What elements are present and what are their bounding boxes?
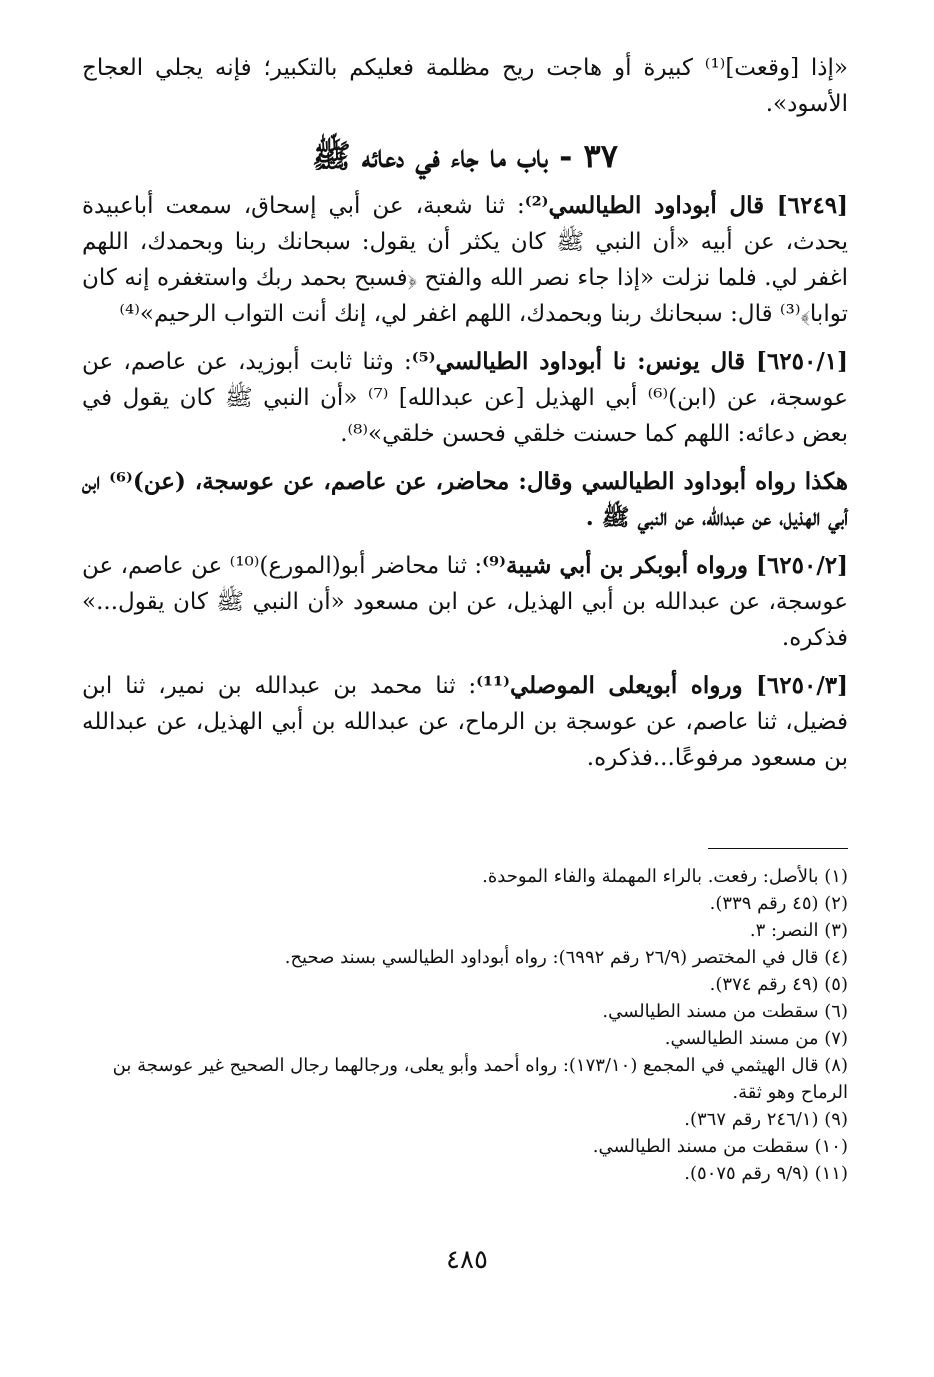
footnote: (٢) (٤٥ رقم ٣٣٩).	[709, 893, 848, 914]
entry-6249	[82, 188, 848, 332]
footnote: (٧) من مسند الطيالسي.	[664, 1028, 848, 1049]
footnote: (٤) قال في المختصر (٢٦/٩ رقم ٦٩٩٢): رواه أبوداود الطيالسي بسند صحيح.	[284, 947, 848, 968]
section-heading: ٣٧ - باب ما جاء في دعائه ﷺ	[312, 137, 618, 175]
entry-text: : وثنا ثابت أبوزيد، عن عاصم، عن عوسجة، عن (ابن)⁽⁶⁾ أبي الهذيل [عن عبدالله] ⁽⁷⁾ «أن النبي ﷺ كان يقول في بعض دعائه: اللهم كما حسنت خلقي فحسن خلقي»⁽⁸⁾.	[82, 349, 849, 447]
entry-lead: [٦٢٤٩] قال أبوداود الطيالسي⁽²⁾	[524, 192, 848, 219]
footnote: (٥) (٤٩ رقم ٣٧٤).	[709, 974, 848, 995]
entry-lead: [٦٢٥٠/١] قال يونس: نا أبوداود الطيالسي⁽⁵⁾	[411, 348, 848, 375]
page-number: ٤٨٥	[446, 1245, 488, 1275]
footnotes	[82, 863, 848, 1187]
entry-6250-1	[82, 344, 848, 452]
page-body	[82, 50, 848, 1187]
entry-text: : ثنا محاضر أبو(المورع)⁽¹⁰⁾ عن عاصم، عن عوسجة، عن عبدالله بن أبي الهذيل، عن ابن مسعود «أن النبي ﷺ كان يقول...» فذكره.	[82, 553, 848, 651]
top-line: «إذا [وقعت]⁽¹⁾ كبيرة أو هاجت ريح مظلمة فعليكم بالتكبير؛ فإنه يجلي العجاج الأسود».	[82, 55, 848, 117]
entry-6250-3	[82, 668, 848, 776]
entry-text: : ثنا شعبة، عن أبي إسحاق، سمعت أباعبيدة يحدث، عن أبيه «أن النبي ﷺ كان يكثر أن يقول: سبحانك ربنا وبحمدك، اللهم اغفر لي. فلما نزلت «إذا جاء نصر الله والفتح ﴿فسبح بحمد ربك واستغفره إنه كان توابا﴾⁽³⁾ قال: سبحانك ربنا وبحمدك، اللهم اغفر لي، إنك أنت التواب الرحيم»⁽⁴⁾	[82, 193, 848, 327]
footnote: (٣) النصر: ٣.	[749, 920, 848, 941]
footnote: (١) بالأصل: رفعت. بالراء المهملة والفاء الموحدة.	[482, 866, 848, 887]
footnote: (١٠) سقطت من مسند الطيالسي.	[592, 1136, 848, 1157]
footnote: (٩) (٢٤٦/١ رقم ٣٦٧).	[684, 1109, 848, 1130]
entry-lead: هكذا رواه أبوداود الطيالسي وقال: محاضر، عن عاصم، عن عوسجة، (عن)⁽⁶⁾ ابن أبي الهذيل، عن عبدالله، عن النبي ﷺ .	[82, 468, 848, 531]
entry-note	[82, 464, 848, 536]
footnote: (٦) سقطت من مسند الطيالسي.	[602, 1001, 848, 1022]
entry-lead: [٦٢٥٠/٢] ورواه أبوبكر بن أبي شيبة⁽⁹⁾	[482, 552, 848, 579]
entry-lead: [٦٢٥٠/٣] ورواه أبويعلى الموصلي⁽¹¹⁾	[476, 672, 848, 699]
entry-6250-2	[82, 548, 848, 656]
footnote-divider	[708, 848, 848, 849]
footnote: (١١) (٩/٩ رقم ٥٠٧٥).	[684, 1163, 848, 1184]
entry-text: : ثنا محمد بن عبدالله بن نمير، ثنا ابن فضيل، ثنا عاصم، عن عوسجة بن الرماح، عن عبدالله بن أبي الهذيل، عن عبدالله بن مسعود مرفوعًا...فذكره.	[82, 673, 848, 771]
footnote: (٨) قال الهيثمي في المجمع (١٧٣/١٠): رواه أحمد وأبو يعلى، ورجالهما رجال الصحيح غير عوسجة بن الرماح وهو ثقة.	[112, 1055, 848, 1103]
